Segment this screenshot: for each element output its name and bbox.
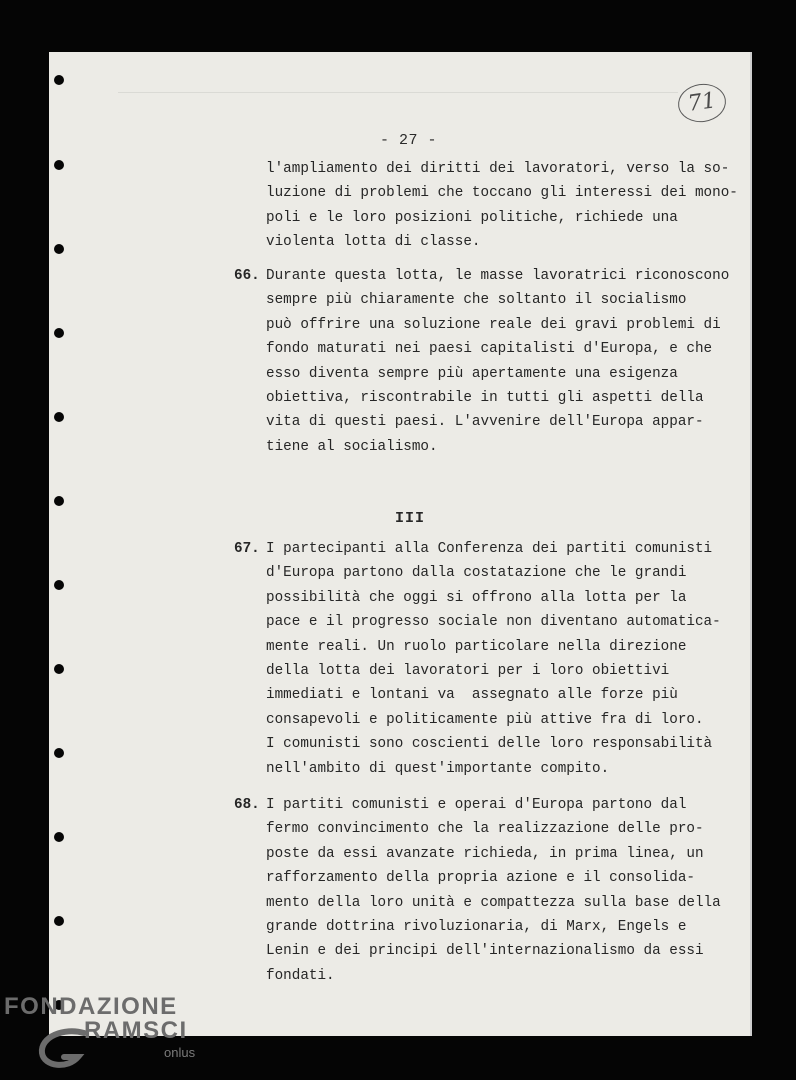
logo-text-line2: RAMSCI <box>84 1017 188 1044</box>
text-line: mente reali. Un ruolo particolare nella direzione <box>266 638 687 655</box>
paragraph-number: 67. <box>234 541 260 557</box>
paragraph-number: 66. <box>234 268 260 284</box>
text-line: Lenin e dei principi dell'internazionalismo da essi <box>266 943 704 960</box>
header-rule <box>118 92 678 93</box>
text-line: possibilità che oggi si offrono alla lotta per la <box>266 589 687 606</box>
text-line: rafforzamento della propria azione e il consolida- <box>266 870 695 887</box>
archive-number: 71 <box>686 88 718 117</box>
binder-hole <box>54 580 64 590</box>
page-number: - 27 - <box>380 132 438 149</box>
binder-hole <box>54 75 64 85</box>
text-line: nell'ambito di quest'importante compito. <box>266 760 610 777</box>
text-line: immediati e lontani va assegnato alle forze più <box>266 687 678 704</box>
text-line: pace e il progresso sociale non diventano automatica- <box>266 614 721 631</box>
text-line: della lotta dei lavoratori per i loro obiettivi <box>266 663 670 679</box>
text-line: vita di questi paesi. L'avvenire dell'Europa appar- <box>266 414 704 431</box>
text-line: obiettiva, riscontrabile in tutti gli aspetti della <box>266 390 704 406</box>
text-line: I partiti comunisti e operai d'Europa partono dal <box>266 797 687 813</box>
text-line: Durante questa lotta, le masse lavoratrici riconoscono <box>266 268 730 284</box>
text-line: grande dottrina rivoluzionaria, di Marx, Engels e <box>266 919 687 935</box>
text-line: luzione di problemi che toccano gli interessi dei mono- <box>266 185 738 202</box>
text-line: l'ampliamento dei diritti dei lavoratori, verso la so- <box>266 161 730 177</box>
text-line: fermo convincimento che la realizzazione delle pro- <box>266 821 704 838</box>
text-line: tiene al socialismo. <box>266 438 438 455</box>
text-line: può offrire una soluzione reale dei gravi problemi di <box>266 316 721 333</box>
text-line: esso diventa sempre più apertamente una esigenza <box>266 365 678 382</box>
text-line: d'Europa partono dalla costatazione che le grandi <box>266 565 687 582</box>
logo-swoosh-icon <box>34 1027 94 1071</box>
binder-hole <box>54 412 64 422</box>
logo-text-line1: FONDAZIONE <box>4 993 178 1020</box>
paragraph-number: 68. <box>234 797 260 813</box>
text-line: sempre più chiaramente che soltanto il socialismo <box>266 292 687 309</box>
text-line: poste da essi avanzate richieda, in prima linea, un <box>266 845 704 862</box>
foundation-logo <box>4 993 204 1073</box>
logo-subtitle: onlus <box>164 1045 196 1060</box>
binder-hole <box>54 496 64 506</box>
text-line: poli e le loro posizioni politiche, richiede una <box>266 209 678 226</box>
text-line: violenta lotta di classe. <box>266 234 481 251</box>
text-line: mento della loro unità e compattezza sulla base della <box>266 894 721 911</box>
binder-hole <box>54 244 64 254</box>
binder-hole <box>54 160 64 170</box>
archive-stamp <box>676 81 729 125</box>
binder-hole <box>54 748 64 758</box>
text-line: fondati. <box>266 967 335 984</box>
binder-hole <box>54 916 64 926</box>
binder-hole <box>54 832 64 842</box>
text-line: I comunisti sono coscienti delle loro responsabilità <box>266 736 713 753</box>
text-line: fondo maturati nei paesi capitalisti d'Europa, e che <box>266 341 713 358</box>
binder-hole <box>54 664 64 674</box>
binder-hole <box>54 328 64 338</box>
section-heading: III <box>395 510 426 527</box>
text-line: I partecipanti alla Conferenza dei partiti comunisti <box>266 541 713 557</box>
text-line: consapevoli e politicamente più attive fra di loro. <box>266 711 704 728</box>
